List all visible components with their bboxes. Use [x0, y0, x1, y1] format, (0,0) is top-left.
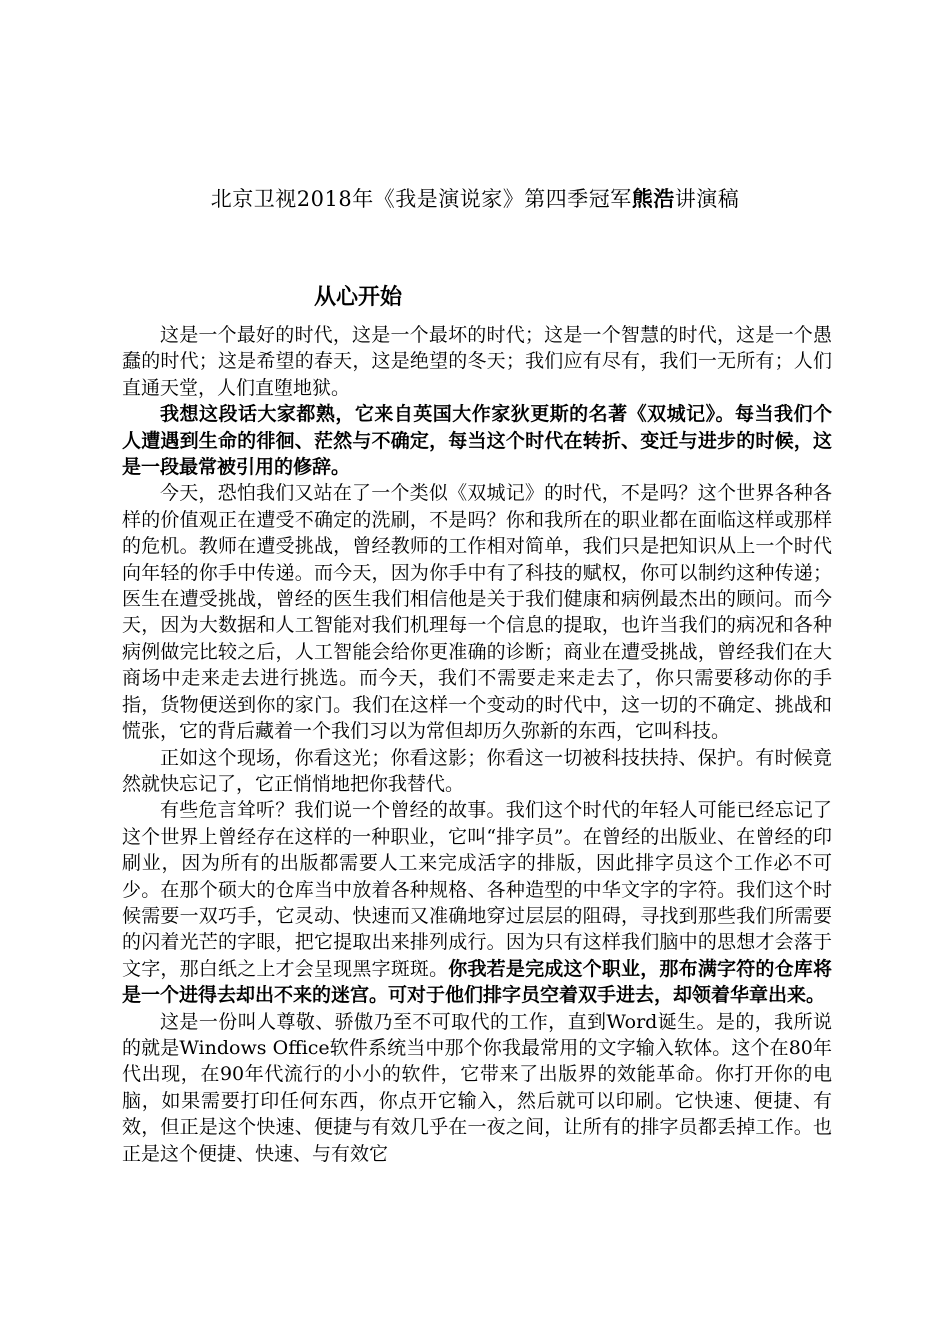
paragraph-2: 我想这段话大家都熟，它来自英国大作家狄更斯的名著《双城记》。每当我们个人遭遇到生命的徘徊、茫然与不确定，每当这个时代在转折、变迁与进步的时候，这是一段最常被引用的修辞。 — [122, 403, 832, 479]
article-title: 从心开始 — [314, 285, 403, 310]
paragraph-3: 今天，恐怕我们又站在了一个类似《双城记》的时代，不是吗？这个世界各种各样的价值观正在遭受不确定的洗刷，不是吗？你和我所在的职业都在面临这样或那样的危机。教师在遭受挑战，曾经教师的工作相对简单，我们只是把知识从上一个时代向年轻的你手中传递。而今天，因为你手中有了科技的赋权，你可以制约这种传递；医生在遭受挑战，曾经的医生我们相信他是关于我们健康和病例最杰出的顾问。而今天，因为大数据和人工智能对我们机理每一个信息的提取，也许当我们的病况和各种病例做完比较之后，人工智能会给你更准确的诊断；商业在遭受挑战，曾经我们在大商场中走来走去进行挑选。而今天，我们不需要走来走去了，你只需要移动你的手指，货物便送到你的家门。我们在这样一个变动的时代中，这一切的不确定、挑战和慌张，它的背后藏着一个我们习以为常但却历久弥新的东西，它叫科技。 — [122, 482, 832, 743]
paragraph-1: 这是一个最好的时代，这是一个最坏的时代；这是一个智慧的时代，这是一个愚蠢的时代；这是希望的春天，这是绝望的冬天；我们应有尽有，我们一无所有；人们直通天堂，人们直堕地狱。 — [122, 324, 832, 399]
speaker-name: 熊浩 — [631, 186, 675, 211]
paragraph-6: 这是一份叫人尊敬、骄傲乃至不可取代的工作，直到Word诞生。是的，我所说的就是Windows Office软件系统当中那个你我最常用的文字输入软体。这个在80年代出现，在90年代流行的小小的软件，它带来了出版界的效能革命。你打开你的电脑，如果需要打印任何东西，你点开它输入，然后就可以印刷。它快速、便捷、有效，但正是这个快速、便捷与有效几乎在一夜之间，让所有的排字员都丢掉工作。也正是这个便捷、快速、与有效它 — [122, 1010, 832, 1165]
header-suffix: 讲演稿 — [674, 187, 740, 211]
header-prefix: 北京卫视2018年《我是演说家》第四季冠军 — [210, 187, 632, 211]
article-body — [122, 322, 832, 1167]
paragraph-4: 正如这个现场，你看这光；你看这影；你看这一切被科技扶持、保护。有时候竟然就快忘记了，它正悄悄地把你我替代。 — [122, 746, 832, 795]
paragraph-5 — [122, 797, 832, 1008]
paragraph-5-text: 有些危言耸听？我们说一个曾经的故事。我们这个时代的年轻人可能已经忘记了这个世界上曾经存在这样的一种职业，它叫“排字员”。在曾经的出版业、在曾经的印刷业，因为所有的出版都需要人工来完成活字的排版，因此排字员这个工作必不可少。在那个硕大的仓库当中放着各种规格、各种造型的中华文字的字符。我们这个时候需要一双巧手，它灵动、快速而又准确地穿过层层的阻碍，寻找到那些我们所需要的闪着光芒的字眼，把它提取出来排列成行。因为只有这样我们脑中的思想才会落于文字，那白纸之上才会呈现黑字斑斑。 — [122, 799, 832, 980]
speech-header — [0, 184, 950, 214]
paragraph-5-bold-text: 你我若是完成这个职业，那布满字符的仓库将是一个进得去却出不来的迷宫。可对于他们排字员空着双手进去，却领着华章出来。 — [122, 957, 832, 1007]
